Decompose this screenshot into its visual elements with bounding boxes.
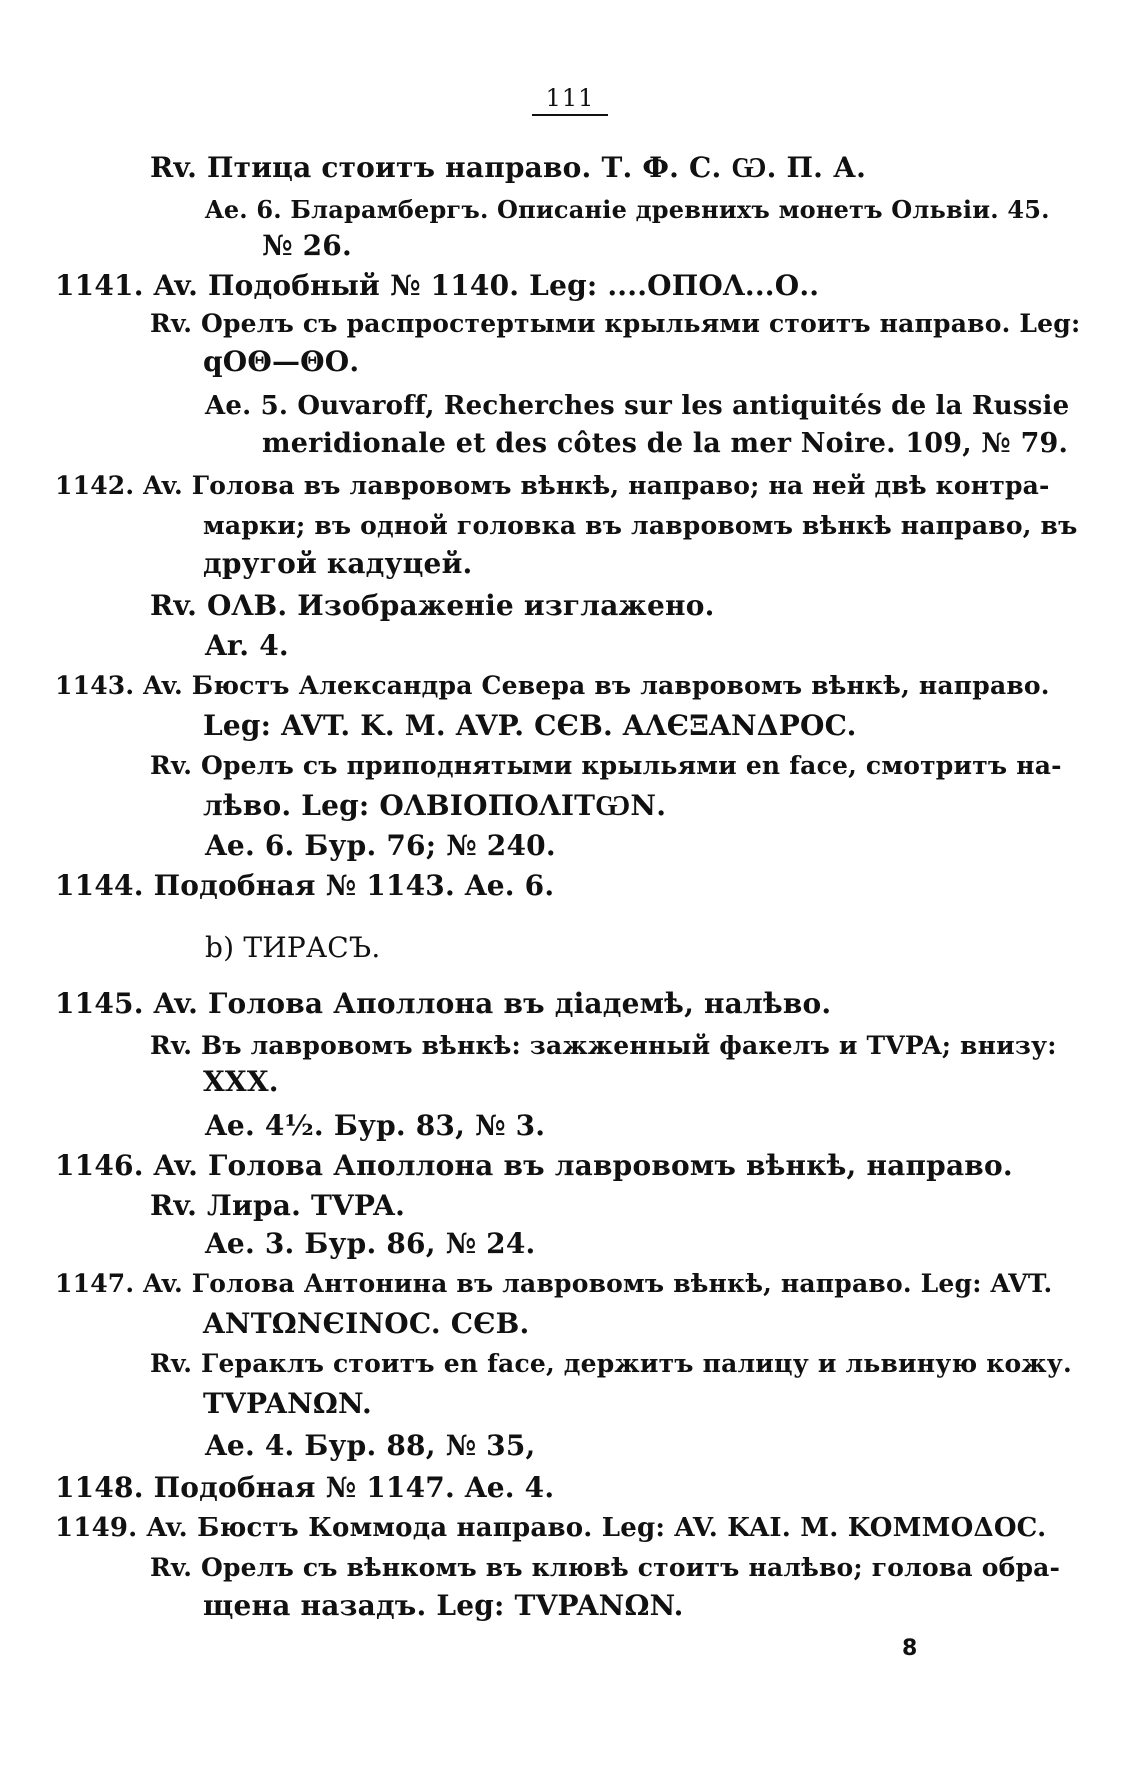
text-line: Ae. 4½. Бур. 83, № 3.: [205, 1109, 546, 1142]
entry-1149: 1149. Av. Бюстъ Коммода направо. Leg: AV. KAI. M. KOMMOΔOC.: [55, 1513, 1047, 1543]
entry-1143: 1143. Av. Бюстъ Александра Севера въ лавровомъ вѣнкѣ, направо.: [55, 671, 1050, 700]
entry-1146: 1146. Av. Голова Аполлона въ лавровомъ вѣнкѣ, направо.: [55, 1149, 1013, 1182]
text-line: щена назадъ. Leg: TVPANΩN.: [203, 1589, 684, 1622]
page-number: 111: [0, 84, 1140, 112]
text-line: Ae. 4. Бур. 88, № 35,: [205, 1429, 536, 1462]
entry-1148: 1148. Подобная № 1147. Ae. 4.: [55, 1471, 555, 1504]
text-line: Rv. Орелъ съ распростертыми крыльями стоитъ направо. Leg:: [150, 309, 1081, 338]
text-line: Rv. Орелъ съ вѣнкомъ въ клювѣ стоитъ налѣво; голова обра-: [150, 1553, 1061, 1582]
entry-1141: 1141. Av. Подобный № 1140. Leg: ....ΟΠΟΛ...Ο..: [55, 269, 820, 302]
text-line: XXX.: [203, 1065, 279, 1098]
text-line: марки; въ одной головка въ лавровомъ вѣнкѣ направо, въ: [203, 511, 1078, 540]
text-line: Leg: AVT. K. M. AVP. CЄB. AΛЄΞANΔPOC.: [203, 709, 857, 742]
text-line: qΟΘ—ΘΟ.: [203, 345, 360, 378]
text-line: Ae. 6. Бларамбергъ. Описаніе древнихъ монетъ Ольвіи. 45.: [205, 195, 1050, 224]
entry-1147: 1147. Av. Голова Антонина въ лавровомъ вѣнкѣ, направо. Leg: AVT.: [55, 1269, 1053, 1298]
section-heading: b) ТИРАСЪ.: [205, 931, 381, 964]
text-line: meridionale et des côtes de la mer Noire. 109, № 79.: [262, 428, 1069, 459]
text-line: Rv. Гераклъ стоитъ en face, держитъ палицу и львиную кожу.: [150, 1349, 1072, 1378]
text-line: TVPANΩN.: [203, 1387, 372, 1420]
text-line: Rv. Лира. TVPA.: [150, 1189, 406, 1222]
text-line: Rv. Орелъ съ приподнятыми крыльями en face, смотритъ на-: [150, 751, 1062, 780]
entry-1145: 1145. Av. Голова Аполлона въ діадемѣ, налѣво.: [55, 987, 832, 1020]
text-line: Ae. 6. Бур. 76; № 240.: [205, 829, 556, 862]
entry-1142: 1142. Av. Голова въ лавровомъ вѣнкѣ, направо; на ней двѣ контра-: [55, 471, 1050, 500]
text-line: другой кадуцей.: [203, 547, 473, 580]
text-line: Ae. 3. Бур. 86, № 24.: [205, 1227, 536, 1260]
signature-mark: 8: [902, 1636, 918, 1661]
text-line: Ae. 5. Ouvaroff, Recherches sur les antiquités de la Russie: [205, 391, 1070, 421]
text-line: Ar. 4.: [205, 629, 289, 662]
text-line: Rv. Въ лавровомъ вѣнкѣ: зажженный факелъ и TVPA; внизу:: [150, 1031, 1057, 1060]
text-line: лѣво. Leg: ΟΛΒΙΟΠΟΛΙΤѠΝ.: [203, 789, 667, 822]
text-line: № 26.: [262, 229, 352, 262]
entry-1144: 1144. Подобная № 1143. Ae. 6.: [55, 869, 555, 902]
text-line: ANTΩNЄINOC. CЄB.: [203, 1307, 530, 1340]
text-line: Rv. ΟΛΒ. Изображеніе изглажено.: [150, 589, 715, 622]
text-line: Rv. Птица стоитъ направо. Т. Ф. С. Ѡ. П. А.: [150, 151, 867, 184]
